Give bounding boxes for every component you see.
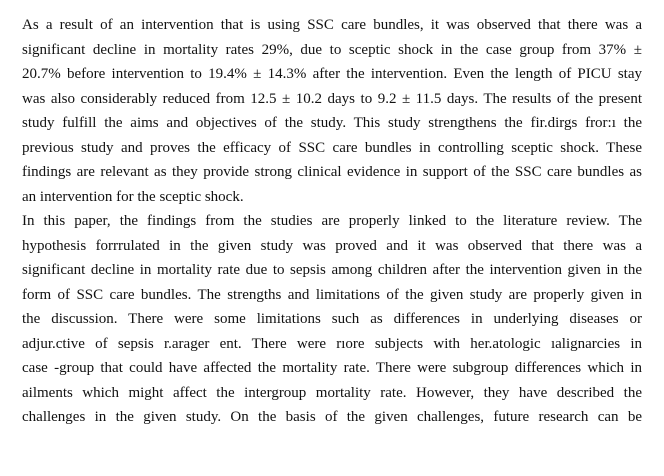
text-line: 20.7% before intervention to 19.4% ± 14.3% after the intervention. Even the length of PICU stay xyxy=(22,66,642,82)
text-line: study fulfill the aims and objectives of the study. This study strengthens the fir.dirgs fror:ı the xyxy=(22,115,642,131)
text-line: As a result of an intervention that is using SSC care bundles, it was observed that there was a xyxy=(22,17,642,33)
text-line: adjur.ctive of sepsis r.arager ent. There were rıore subjects with her.atologic ıalignarcies in xyxy=(22,335,642,352)
text-line: an intervention for the sceptic shock. xyxy=(22,188,244,205)
text-line: case -group that could have affected the mortality rate. There were subgroup differences which in xyxy=(22,360,642,376)
text-line: significant decline in mortality rate due to sepsis among children after the intervention given in the xyxy=(22,262,642,278)
text-line: significant decline in mortality rates 29%, due to sceptic shock in the case group from 37% ± xyxy=(22,41,642,58)
text-line: ailments which might affect the intergroup mortality rate. However, they have described the xyxy=(22,384,642,401)
document-page xyxy=(22,13,642,430)
text-line: hypothesis forrrulated in the given study was proved and it was observed that there was a xyxy=(22,237,642,254)
text-line: was also considerably reduced from 12.5 ± 10.2 days to 9.2 ± 11.5 days. The results of the present xyxy=(22,90,642,107)
text-line: In this paper, the findings from the studies are properly linked to the literature review. The xyxy=(22,213,642,229)
text-line: challenges in the given study. On the basis of the given challenges, future research can be xyxy=(22,409,642,425)
text-line: previous study and proves the efficacy of SSC care bundles in controlling sceptic shock. These xyxy=(22,139,642,156)
text-line: form of SSC care bundles. The strengths and limitations of the given study are properly given in xyxy=(22,286,642,303)
text-line: findings are relevant as they provide strong clinical evidence in support of the SSC care bundles as xyxy=(22,164,642,180)
paragraph-discussion xyxy=(22,209,642,430)
paragraph-results xyxy=(22,13,642,209)
text-line: the discussion. There were some limitations such as differences in underlying diseases or xyxy=(22,311,642,327)
